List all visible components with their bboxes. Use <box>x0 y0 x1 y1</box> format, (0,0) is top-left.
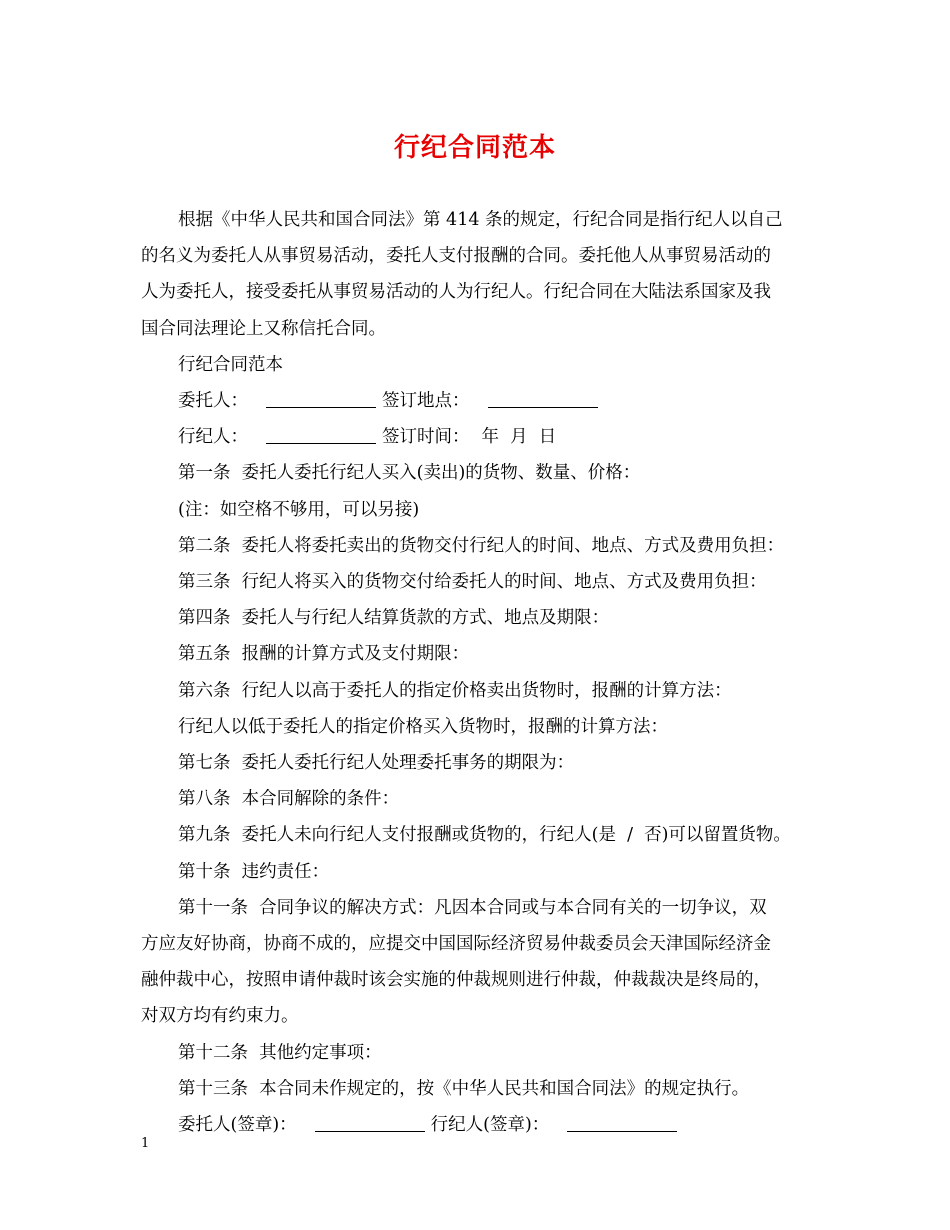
principal-signature-label: 委托人(签章)： <box>178 1115 297 1136</box>
clause-eleven-line: 方应友好协商，协商不成的，应提交中国国际经济贸易仲裁委员会天津国际经济金 <box>141 934 771 955</box>
document-title: 行纪合同范本 <box>393 133 556 163</box>
agent-line <box>141 419 821 455</box>
clause-note: (注：如空格不够用，可以另接) <box>178 499 420 520</box>
clause-thirteen: 第十三条 本合同未作规定的，按《中华人民共和国合同法》的规定执行。 <box>178 1078 750 1099</box>
clause-eleven-line: 第十一条 合同争议的解决方式：凡因本合同或与本合同有关的一切争议，双 <box>178 897 767 918</box>
signature-line <box>141 1107 821 1143</box>
clause-eleven-line: 融仲裁中心，按照申请仲裁时该会实施的仲裁规则进行仲裁，仲裁裁决是终局的， <box>141 970 771 991</box>
sign-date-value: 年 月 日 <box>481 427 557 448</box>
intro-line: 人为委托人，接受委托从事贸易活动的人为行纪人。行纪合同在大陆法系国家及我 <box>141 282 771 303</box>
clause-item: 第六条 行纪人以高于委托人的指定价格卖出货物时，报酬的计算方法： <box>178 680 732 701</box>
clause-item: 第二条 委托人将委托卖出的货物交付行纪人的时间、地点、方式及费用负担： <box>178 535 785 556</box>
document-body <box>141 202 821 1143</box>
clause-item: 第五条 报酬的计算方式及支付期限： <box>178 644 470 665</box>
sign-place-blank <box>488 389 598 408</box>
principal-signature-blank <box>315 1113 425 1132</box>
clause-item: 第三条 行纪人将买入的货物交付给委托人的时间、地点、方式及费用负担： <box>178 572 767 593</box>
intro-line: 的名义为委托人从事贸易活动，委托人支付报酬的合同。委托他人从事贸易活动的 <box>141 246 771 267</box>
clause-item: 第七条 委托人委托行纪人处理委托事务的期限为： <box>178 753 575 774</box>
intro-line: 根据《中华人民共和国合同法》第 414 条的规定，行纪合同是指行纪人以自己 <box>178 210 783 230</box>
principal-label: 委托人： <box>178 391 248 412</box>
sign-place-label: 签订地点： <box>382 391 470 412</box>
intro-paragraph <box>141 202 821 347</box>
clause-item: 第十条 违约责任： <box>178 861 330 882</box>
agent-signature-blank <box>567 1113 677 1132</box>
intro-line: 国合同法理论上又称信托合同。 <box>141 318 386 339</box>
principal-line <box>141 383 821 419</box>
agent-label: 行纪人： <box>178 427 248 448</box>
clause-item: 第九条 委托人未向行纪人支付报酬或货物的，行纪人(是 / 否)可以留置货物。 <box>178 825 791 846</box>
clause-item: 第八条 本合同解除的条件： <box>178 789 400 810</box>
sign-time-label: 签订时间： <box>382 427 470 448</box>
subtitle: 行纪合同范本 <box>178 354 283 375</box>
clause-item: 第四条 委托人与行纪人结算货款的方式、地点及期限： <box>178 608 610 629</box>
agent-blank <box>266 425 376 444</box>
page-number: 1 <box>141 1136 150 1151</box>
clause-eleven <box>141 890 821 1035</box>
clause-eleven-line: 对双方均有约束力。 <box>141 1006 299 1027</box>
agent-signature-label: 行纪人(签章)： <box>430 1115 550 1136</box>
clause-item: 行纪人以低于委托人的指定价格买入货物时，报酬的计算方法： <box>178 716 668 737</box>
principal-blank <box>266 389 376 408</box>
clause-twelve: 第十二条 其他约定事项： <box>178 1042 382 1063</box>
clause-item: 第一条 委托人委托行纪人买入(卖出)的货物、数量、价格： <box>178 463 641 484</box>
